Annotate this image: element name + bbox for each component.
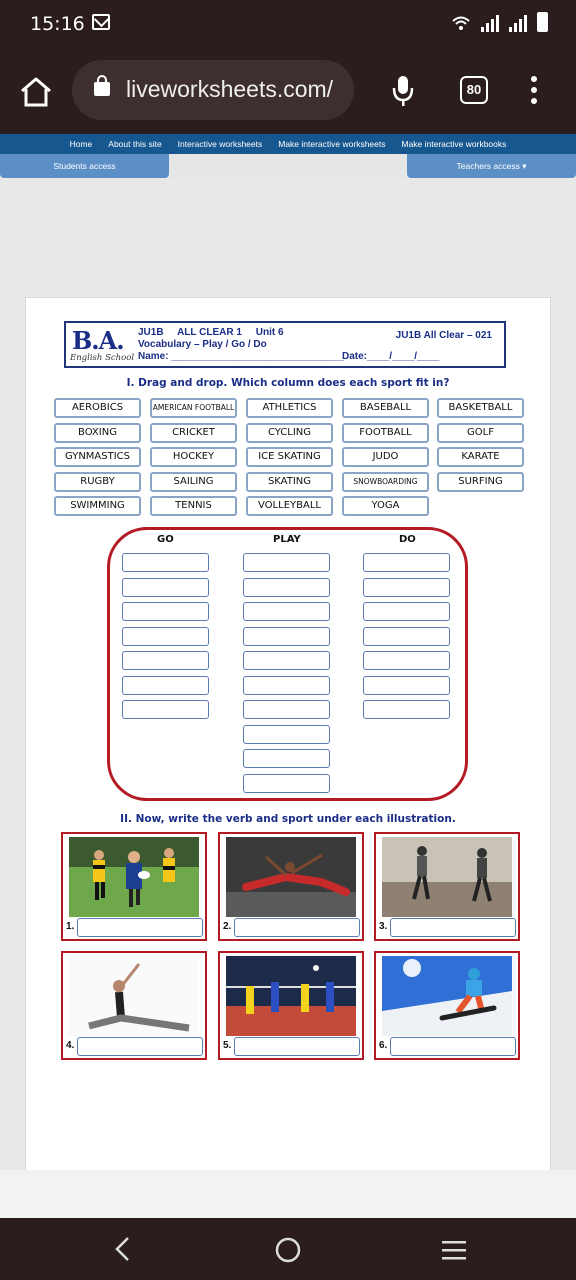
- sport-chip[interactable]: ICE SKATING: [246, 447, 333, 467]
- nav-interactive-worksheets[interactable]: Interactive worksheets: [177, 139, 263, 149]
- sport-chip[interactable]: ATHLETICS: [246, 398, 333, 418]
- sport-chip[interactable]: HOCKEY: [150, 447, 237, 467]
- microphone-icon[interactable]: [392, 74, 414, 108]
- nav-make-worksheets[interactable]: Make interactive worksheets: [278, 139, 386, 149]
- answer-field-4[interactable]: [77, 1037, 203, 1056]
- drop-slot-play[interactable]: [243, 725, 330, 744]
- tab-switcher-button[interactable]: 80: [460, 76, 488, 104]
- illustration-number: 5.: [223, 1040, 232, 1051]
- school-logo: B.A.: [72, 326, 124, 355]
- illustration-skating: [374, 832, 520, 941]
- drop-slot-go[interactable]: [122, 553, 209, 572]
- answer-field-5[interactable]: [234, 1037, 360, 1056]
- drop-slot-play[interactable]: [243, 627, 330, 646]
- illustration-volleyball: [218, 951, 364, 1060]
- sport-chip[interactable]: JUDO: [342, 447, 429, 467]
- more-menu-icon[interactable]: [529, 76, 539, 106]
- question-1: I. Drag and drop. Which column does each sport fit in?: [126, 377, 450, 389]
- gymnastics-image: [226, 837, 356, 917]
- sport-chip[interactable]: AEROBICS: [54, 398, 141, 418]
- drop-slot-do[interactable]: [363, 700, 450, 719]
- column-do: DO: [399, 534, 416, 545]
- drop-slot-do[interactable]: [363, 627, 450, 646]
- illustration-snowboarding: [374, 951, 520, 1060]
- worksheet-header: [64, 321, 506, 368]
- answer-field-3[interactable]: [390, 918, 516, 937]
- illustration-number: 6.: [379, 1040, 388, 1051]
- illustration-number: 1.: [66, 921, 75, 932]
- illustration-number: 4.: [66, 1040, 75, 1051]
- sport-chip[interactable]: GOLF: [437, 423, 524, 443]
- sport-chip[interactable]: CYCLING: [246, 423, 333, 443]
- illustration-yoga: [61, 951, 207, 1060]
- status-bar: [0, 0, 576, 48]
- sport-chip[interactable]: SAILING: [150, 472, 237, 492]
- drop-slot-play[interactable]: [243, 602, 330, 621]
- back-icon[interactable]: [112, 1236, 134, 1262]
- illustration-gymnastics: [218, 832, 364, 941]
- column-play: PLAY: [273, 534, 301, 545]
- illustration-number: 3.: [379, 921, 388, 932]
- gmail-icon: [92, 14, 110, 30]
- drop-slot-do[interactable]: [363, 578, 450, 597]
- answer-field-2[interactable]: [234, 918, 360, 937]
- rugby-image: [69, 837, 199, 917]
- nav-make-workbooks[interactable]: Make interactive workbooks: [401, 139, 507, 149]
- date-line: Date:____/____/____: [342, 351, 440, 362]
- sport-chip[interactable]: BOXING: [54, 423, 141, 443]
- drop-slot-go[interactable]: [122, 651, 209, 670]
- sport-chip[interactable]: CRICKET: [150, 423, 237, 443]
- system-nav-bar: [0, 1218, 576, 1280]
- illustration-rugby: [61, 832, 207, 941]
- lock-icon: [94, 82, 110, 96]
- clock: 15:16: [30, 13, 85, 35]
- address-bar[interactable]: [72, 60, 354, 120]
- signal-icon: [481, 14, 499, 32]
- illustration-number: 2.: [223, 921, 232, 932]
- drop-slot-do[interactable]: [363, 602, 450, 621]
- signal-icon-2: [509, 14, 527, 32]
- students-access-button[interactable]: Students access: [0, 154, 169, 178]
- sport-chip[interactable]: TENNIS: [150, 496, 237, 516]
- drop-slot-go[interactable]: [122, 627, 209, 646]
- drop-slot-play[interactable]: [243, 553, 330, 572]
- drop-slot-go[interactable]: [122, 676, 209, 695]
- drop-slot-go[interactable]: [122, 700, 209, 719]
- course-title: JU1B ALL CLEAR 1 Unit 6: [138, 327, 284, 338]
- volleyball-image: [226, 956, 356, 1036]
- next-page-preview: [0, 1170, 576, 1218]
- sport-chip[interactable]: SURFING: [437, 472, 524, 492]
- answer-field-6[interactable]: [390, 1037, 516, 1056]
- sport-chip[interactable]: FOOTBALL: [342, 423, 429, 443]
- drop-slot-play[interactable]: [243, 774, 330, 793]
- worksheet-subtitle: Vocabulary – Play / Go / Do: [138, 339, 267, 350]
- sport-chip[interactable]: YOGA: [342, 496, 429, 516]
- drop-slot-play[interactable]: [243, 651, 330, 670]
- sport-chip[interactable]: SKATING: [246, 472, 333, 492]
- answer-field-1[interactable]: [77, 918, 203, 937]
- yoga-image: [69, 956, 199, 1036]
- drop-slot-go[interactable]: [122, 602, 209, 621]
- sport-chip[interactable]: SWIMMING: [54, 496, 141, 516]
- sport-chip[interactable]: RUGBY: [54, 472, 141, 492]
- sport-chip[interactable]: AMERICAN FOOTBALL: [150, 398, 237, 418]
- drop-slot-do[interactable]: [363, 651, 450, 670]
- battery-icon: [537, 12, 548, 32]
- drop-slot-do[interactable]: [363, 553, 450, 572]
- nav-about[interactable]: About this site: [108, 139, 162, 149]
- sport-chip[interactable]: SNOWBOARDING: [342, 472, 429, 492]
- column-go: GO: [157, 534, 174, 545]
- nav-home[interactable]: Home: [69, 139, 93, 149]
- sport-chip[interactable]: BASKETBALL: [437, 398, 524, 418]
- snowboarding-image: [382, 956, 512, 1036]
- question-2: II. Now, write the verb and sport under each illustration.: [120, 813, 456, 825]
- wifi-icon: [451, 14, 471, 32]
- browser-toolbar: [0, 48, 576, 134]
- drop-slot-play[interactable]: [243, 676, 330, 695]
- drop-slot-play[interactable]: [243, 749, 330, 768]
- sport-chip[interactable]: GYNMASTICS: [54, 447, 141, 467]
- worksheet-code: JU1B All Clear – 021: [395, 330, 492, 341]
- url-text[interactable]: liveworksheets.com/: [126, 76, 334, 102]
- drop-slot-play[interactable]: [243, 578, 330, 597]
- sport-chip[interactable]: BASEBALL: [342, 398, 429, 418]
- drop-slot-do[interactable]: [363, 676, 450, 695]
- site-nav: [0, 134, 576, 154]
- sport-chip[interactable]: VOLLEYBALL: [246, 496, 333, 516]
- access-bar: [0, 154, 576, 178]
- skating-image: [382, 837, 512, 917]
- sport-chip[interactable]: KARATE: [437, 447, 524, 467]
- school-logo-subtitle: English School: [70, 353, 135, 363]
- teachers-access-button[interactable]: Teachers access ▾: [407, 154, 576, 178]
- home-nav-icon[interactable]: [274, 1236, 302, 1264]
- recents-icon[interactable]: [440, 1238, 468, 1262]
- name-line: Name: _______________________________: [138, 351, 344, 362]
- drop-slot-go[interactable]: [122, 578, 209, 597]
- drop-slot-play[interactable]: [243, 700, 330, 719]
- home-icon[interactable]: [18, 74, 54, 110]
